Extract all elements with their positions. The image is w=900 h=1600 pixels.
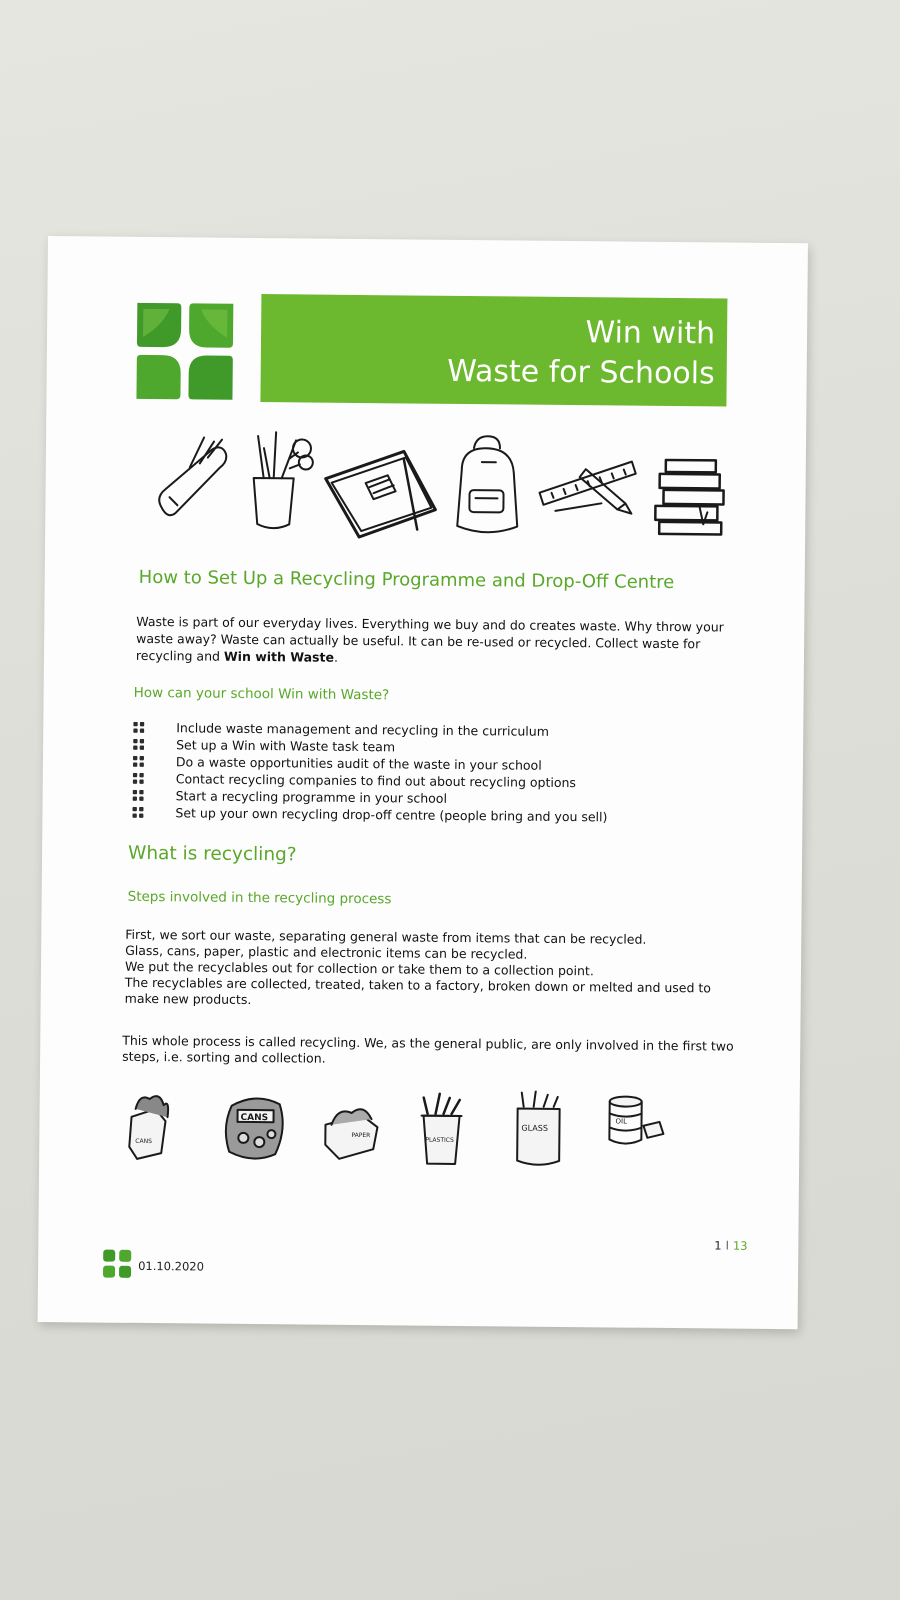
glass-bin-icon xyxy=(517,1091,560,1165)
clover-bullet-icon xyxy=(133,756,144,767)
pencil-case-icon xyxy=(159,437,226,516)
brochure-page xyxy=(38,236,808,1329)
backpack-icon xyxy=(457,436,518,533)
clover-bullet-icon xyxy=(133,790,144,801)
plastics-bin-icon xyxy=(421,1094,462,1164)
page-total: 13 xyxy=(732,1238,748,1253)
paper-box-icon xyxy=(325,1109,377,1159)
steps-paragraph xyxy=(125,927,736,1013)
step-line: The recyclables are collected, treated, taken to a factory, broken down or melted and used to make new products. xyxy=(124,974,712,1007)
intro-end: . xyxy=(333,649,339,665)
list-item xyxy=(130,804,607,826)
list-item-text: Contact recycling companies to find out about recycling options xyxy=(175,771,577,791)
page-current: 1 xyxy=(714,1238,722,1253)
stationery-illustrations xyxy=(155,427,726,542)
bin-label-oil: OIL xyxy=(615,1117,628,1126)
bin-label-glass: GLASS xyxy=(521,1123,548,1133)
bin-label-bag: CANS xyxy=(240,1112,269,1124)
step-line: Glass, cans, paper, plastic and electronic items can be recycled. xyxy=(125,942,528,962)
action-list xyxy=(130,719,608,826)
clover-bullet-icon xyxy=(133,773,144,784)
page-separator: l xyxy=(725,1238,729,1253)
clover-bullet-icon xyxy=(133,722,144,733)
step-line: We put the recyclables out for collection or take them to a collection point. xyxy=(124,958,594,979)
list-item-text: Set up a Win with Waste task team xyxy=(176,737,396,755)
clover-bullet-icon xyxy=(132,807,143,818)
cans-bag-icon xyxy=(226,1098,283,1159)
intro-text: Waste is part of our everyday lives. Everything we buy and do creates waste. Why throw your waste away? Waste can actually be useful. It can be re-used or recycled. Collect waste for recycling and xyxy=(135,613,724,664)
intro-paragraph xyxy=(136,613,736,670)
list-item-text: Do a waste opportunities audit of the waste in your school xyxy=(175,754,542,773)
recycling-heading: What is recycling? xyxy=(127,842,297,866)
book-stack-icon xyxy=(655,460,724,535)
title-line-1: Win with xyxy=(585,315,716,352)
subheading-win-with-waste: How can your school Win with Waste? xyxy=(133,684,390,704)
four-leaf-clover-logo xyxy=(132,299,237,404)
recycling-bins-illustrations xyxy=(125,1087,696,1172)
oil-drum-icon xyxy=(609,1096,663,1144)
title-line-2: Waste for Schools xyxy=(447,353,715,392)
steps-subheading: Steps involved in the recycling process xyxy=(127,888,392,908)
notebook-icon xyxy=(325,451,436,538)
list-item-text: Start a recycling programme in your school xyxy=(175,788,448,806)
ruler-pencil-icon xyxy=(539,461,635,514)
bin-label-paper: PAPER xyxy=(351,1131,371,1140)
cans-box-icon xyxy=(129,1096,168,1159)
summary-paragraph: This whole process is called recycling. We, as the general public, are only involved in the first two steps, i.e. sorting and collection. xyxy=(122,1032,734,1066)
intro-bold: Win with Waste xyxy=(223,648,335,665)
section-heading: How to Set Up a Recycling Programme and Drop-Off Centre xyxy=(138,566,675,594)
bin-label-box: CANS xyxy=(135,1137,152,1146)
footer-date: 01.10.2020 xyxy=(138,1258,205,1274)
clover-bullet-icon xyxy=(133,739,144,750)
pencil-holder-icon xyxy=(253,432,313,529)
footer-clover-icon xyxy=(102,1249,132,1279)
title-banner xyxy=(260,294,727,406)
page-number xyxy=(714,1238,747,1252)
list-item-text: Set up your own recycling drop-off centre (people bring and you sell) xyxy=(175,805,608,825)
list-item-text: Include waste management and recycling in the curriculum xyxy=(176,720,549,739)
bin-label-plastics: PLASTICS xyxy=(425,1136,454,1144)
step-line: First, we sort our waste, separating general waste from items that can be recycled. xyxy=(125,926,647,947)
